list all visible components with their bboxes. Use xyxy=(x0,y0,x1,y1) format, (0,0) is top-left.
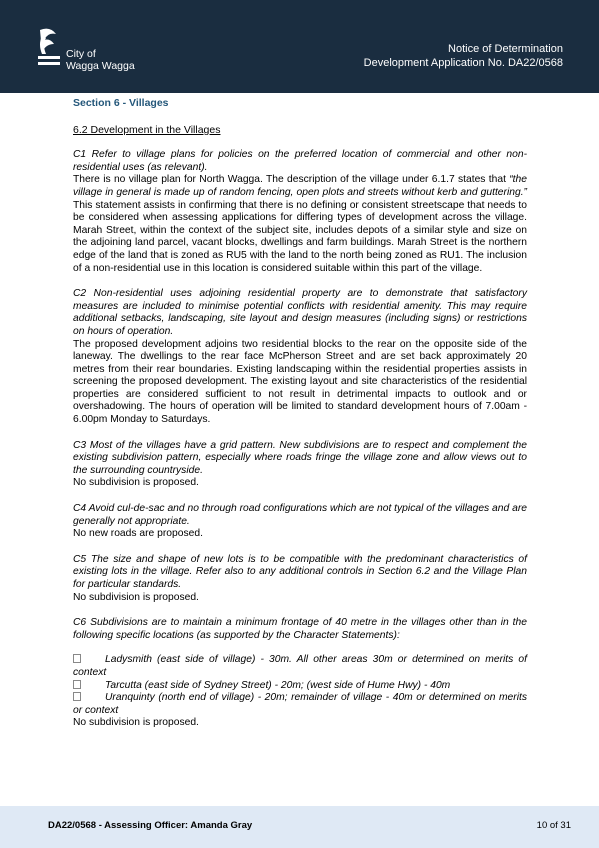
criterion-text: C3 Most of the villages have a grid pattern. New subdivisions are to respect and complement the existing subdivision pattern, especially where roads fringe the village zone and allow views out to the surrounding countryside. xyxy=(73,439,527,476)
crest-icon xyxy=(36,26,64,72)
criterion-text: C1 Refer to village plans for policies on the preferred location of commercial and other non-residential uses (as relevant). xyxy=(73,149,527,173)
bullet-box-icon xyxy=(73,654,81,663)
criterion-c1 xyxy=(73,149,527,275)
page-number: 10 of 31 xyxy=(536,820,571,831)
response-text: The proposed development adjoins two residential blocks to the rear on the opposite side of the laneway. The dwellings to the rear face McPherson Street and are set back approximately 20 metres from their rear boundaries. Existing landscaping within the residential properties assists in screening the proposed development. The existing layout and site characteristics of the residential properties are considered sufficient to not result in detrimental impacts to outlook and or overshadowing. The hours of operation will be limited to standard development hours of 7.00am - 6.00pm Monday to Saturdays. xyxy=(73,338,527,426)
bullet-list xyxy=(73,654,527,717)
notice-title xyxy=(364,42,563,70)
bullet-text: Uranquinty (north end of village) - 20m; remainder of village - 40m or determined on merits or context xyxy=(73,692,527,716)
section-title: Section 6 - Villages xyxy=(73,97,169,109)
criterion-c4 xyxy=(73,503,527,541)
notice-line-1: Notice of Determination xyxy=(448,43,563,55)
notice-line-2: Development Application No. DA22/0568 xyxy=(363,57,563,69)
criterion-text: C2 Non-residential uses adjoining residential property are to demonstrate that satisfactory measures are included to minimise potential conflicts with residential amenity. This may require additional setbacks, landscaping, site layout and design measures (including signs) or restrictions on hours of operation. xyxy=(73,288,527,337)
criterion-c2 xyxy=(73,288,527,427)
criterion-text: C4 Avoid cul-de-sac and no through road configurations which are not typical of the villages and are generally not appropriate. xyxy=(73,503,527,527)
document-body xyxy=(73,97,527,730)
footer-officer: DA22/0568 - Assessing Officer: Amanda Gray xyxy=(48,820,253,831)
response-pre: There is no village plan for North Wagga. The description of the village under 6.1.7 states that xyxy=(73,174,510,186)
page-header xyxy=(0,0,599,93)
list-item xyxy=(73,692,527,717)
criterion-c6 xyxy=(73,617,527,730)
response-text: No subdivision is proposed. xyxy=(73,717,199,729)
criterion-c5 xyxy=(73,554,527,604)
list-item xyxy=(73,654,527,679)
response-text: No new roads are proposed. xyxy=(73,528,203,540)
bullet-text: Ladysmith (east side of village) - 30m. All other areas 30m or determined on merits of context xyxy=(73,654,527,678)
response-text xyxy=(73,174,527,275)
bullet-text: Tarcutta (east side of Sydney Street) - 20m; (west side of Hume Hwy) - 40m xyxy=(105,679,451,691)
criterion-text: C5 The size and shape of new lots is to be compatible with the predominant characteristics of existing lots in the village. Refer also to any additional controls in Section 6.2 and the Village Plan for particular standards. xyxy=(73,553,527,590)
city-logo xyxy=(36,26,146,76)
response-quote: “the village in general is made up of random fencing, open plots and streets without kerb and guttering.” xyxy=(73,174,527,198)
response-text: No subdivision is proposed. xyxy=(73,477,199,489)
page-footer xyxy=(0,806,599,848)
list-item xyxy=(73,680,527,693)
bullet-box-icon xyxy=(73,692,81,701)
criterion-c3 xyxy=(73,440,527,490)
bullet-box-icon xyxy=(73,680,81,689)
logo-text xyxy=(66,48,135,72)
subsection-title: 6.2 Development in the Villages xyxy=(73,123,221,136)
response-text: No subdivision is proposed. xyxy=(73,591,199,603)
criterion-text: C6 Subdivisions are to maintain a minimum frontage of 40 metre in the villages other than in the following specific locations (as supported by the Character Statements): xyxy=(73,617,527,641)
logo-line-2: Wagga Wagga xyxy=(66,60,135,72)
logo-line-1: City of xyxy=(66,48,96,60)
response-post: This statement assists in confirming that there is no defining or consistent streetscape that needs to be considered when assessing applications for differing types of development across the village. Marah Street, within the context of the subject site, includes depots of a similar style and size on the adjoining land parcel, vacant blocks, dwellings and farm buildings. Marah Street is the northern edge of the land that is zoned as RU5 with the land to the north being zoned as RU1. The inclusion of a non-residential use in this location is considered suitable within this part of the village. xyxy=(73,199,527,274)
